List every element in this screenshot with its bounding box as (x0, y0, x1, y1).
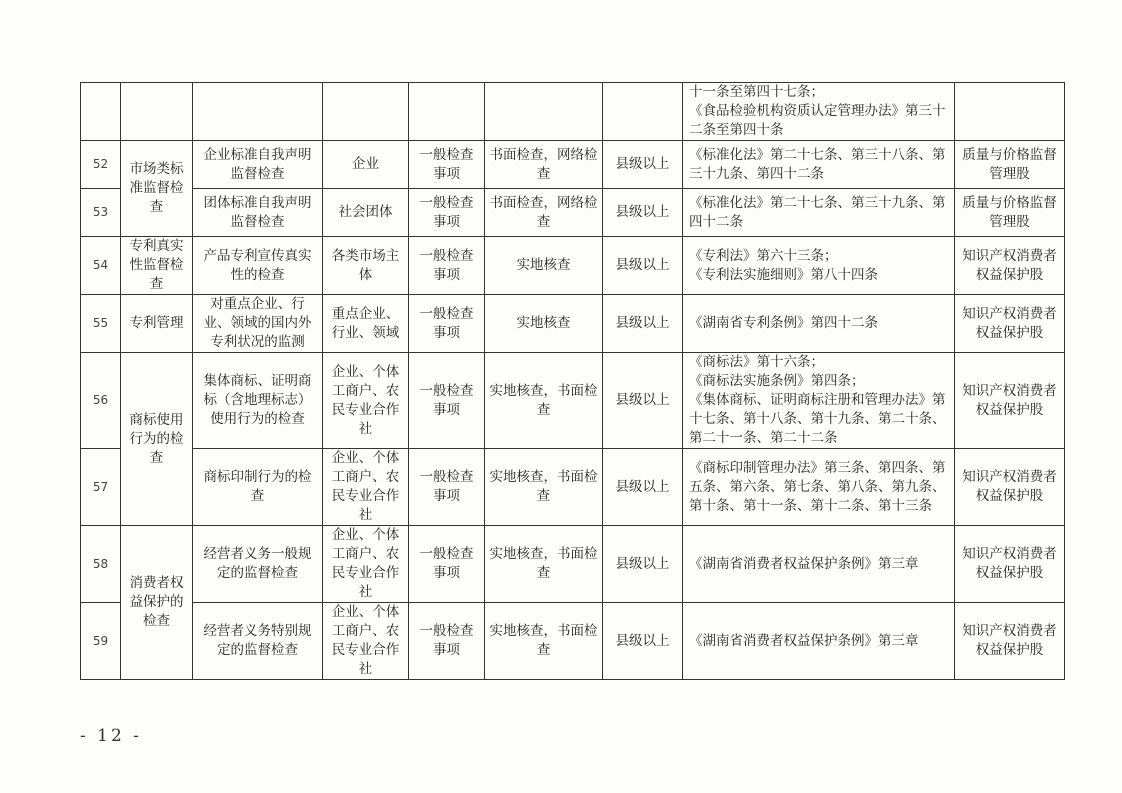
table-row (81, 237, 1065, 295)
basis-cell: 《商标印制管理办法》第三条、第四条、第五条、第六条、第七条、第八条、第九条、第十条、第十一条、第十二条、第十三条 (683, 449, 955, 526)
basis-cell: 《湖南省专利条例》第四十二条 (683, 295, 955, 353)
dept-cell: 知识产权消费者权益保护股 (955, 353, 1065, 449)
basis-cell: 十一条至第四十七条； 《食品检验机构资质认定管理办法》第三十二条至第四十条 (683, 83, 955, 141)
level-cell: 县级以上 (603, 237, 683, 295)
document-page (80, 82, 1064, 680)
page-number: - 12 - (80, 726, 142, 746)
method-cell: 实地核查，书面检查 (485, 526, 603, 603)
table-row (81, 189, 1065, 237)
inspection-items-table (80, 82, 1065, 680)
method-cell: 书面检查，网络检查 (485, 189, 603, 237)
object-cell: 各类市场主体 (323, 237, 409, 295)
level-cell: 县级以上 (603, 449, 683, 526)
level-cell: 县级以上 (603, 189, 683, 237)
method-cell: 实地核查 (485, 237, 603, 295)
dept-cell: 质量与价格监督管理股 (955, 141, 1065, 189)
row-number: 58 (81, 526, 121, 603)
level-cell: 县级以上 (603, 141, 683, 189)
method-cell: 书面检查，网络检查 (485, 141, 603, 189)
method-cell: 实地核查，书面检查 (485, 603, 603, 680)
type-cell: 一般检查事项 (409, 141, 485, 189)
item-cell: 经营者义务一般规定的监督检查 (193, 526, 323, 603)
basis-cell: 《湖南省消费者权益保护条例》第三章 (683, 526, 955, 603)
category-cell: 市场类标准监督检查 (121, 141, 193, 237)
row-number: 59 (81, 603, 121, 680)
item-cell: 商标印制行为的检查 (193, 449, 323, 526)
row-number: 52 (81, 141, 121, 189)
item-cell: 企业标准自我声明监督检查 (193, 141, 323, 189)
table-row-carryover (81, 83, 1065, 141)
row-number: 57 (81, 449, 121, 526)
type-cell: 一般检查事项 (409, 526, 485, 603)
row-number: 53 (81, 189, 121, 237)
table-row (81, 603, 1065, 680)
item-cell: 集体商标、证明商标（含地理标志）使用行为的检查 (193, 353, 323, 449)
basis-cell: 《标准化法》第二十七条、第三十九条、第四十二条 (683, 189, 955, 237)
object-cell: 企业、个体工商户、农民专业合作社 (323, 526, 409, 603)
table-row (81, 295, 1065, 353)
dept-cell: 知识产权消费者权益保护股 (955, 237, 1065, 295)
table-row (81, 449, 1065, 526)
dept-cell: 知识产权消费者权益保护股 (955, 449, 1065, 526)
object-cell: 企业、个体工商户、农民专业合作社 (323, 449, 409, 526)
method-cell: 实地核查，书面检查 (485, 449, 603, 526)
type-cell: 一般检查事项 (409, 353, 485, 449)
dept-cell: 知识产权消费者权益保护股 (955, 526, 1065, 603)
item-cell: 经营者义务特别规定的监督检查 (193, 603, 323, 680)
method-cell: 实地核查 (485, 295, 603, 353)
item-cell: 对重点企业、行业、领域的国内外专利状况的监测 (193, 295, 323, 353)
row-number: 56 (81, 353, 121, 449)
type-cell: 一般检查事项 (409, 189, 485, 237)
type-cell: 一般检查事项 (409, 237, 485, 295)
basis-cell: 《标准化法》第二十七条、第三十八条、第三十九条、第四十二条 (683, 141, 955, 189)
dept-cell: 知识产权消费者权益保护股 (955, 295, 1065, 353)
dept-cell: 质量与价格监督管理股 (955, 189, 1065, 237)
item-cell: 产品专利宣传真实性的检查 (193, 237, 323, 295)
row-number: 55 (81, 295, 121, 353)
object-cell: 企业、个体工商户、农民专业合作社 (323, 603, 409, 680)
level-cell: 县级以上 (603, 353, 683, 449)
basis-cell: 《专利法》第六十三条； 《专利法实施细则》第八十四条 (683, 237, 955, 295)
basis-cell: 《湖南省消费者权益保护条例》第三章 (683, 603, 955, 680)
row-number: 54 (81, 237, 121, 295)
object-cell: 企业 (323, 141, 409, 189)
dept-cell: 知识产权消费者权益保护股 (955, 603, 1065, 680)
table-row (81, 141, 1065, 189)
level-cell: 县级以上 (603, 603, 683, 680)
table-row (81, 353, 1065, 449)
table-row (81, 526, 1065, 603)
type-cell: 一般检查事项 (409, 603, 485, 680)
category-cell: 商标使用行为的检查 (121, 353, 193, 526)
object-cell: 社会团体 (323, 189, 409, 237)
type-cell: 一般检查事项 (409, 295, 485, 353)
item-cell: 团体标准自我声明监督检查 (193, 189, 323, 237)
level-cell: 县级以上 (603, 526, 683, 603)
category-cell: 专利真实性监督检查 (121, 237, 193, 295)
object-cell: 企业、个体工商户、农民专业合作社 (323, 353, 409, 449)
object-cell: 重点企业、行业、领域 (323, 295, 409, 353)
type-cell: 一般检查事项 (409, 449, 485, 526)
basis-cell: 《商标法》第十六条； 《商标法实施条例》第四条； 《集体商标、证明商标注册和管理办法》第十七条、第十八条、第十九条、第二十条、第二十一条、第二十二条 (683, 353, 955, 449)
level-cell: 县级以上 (603, 295, 683, 353)
category-cell: 专利管理 (121, 295, 193, 353)
category-cell: 消费者权益保护的检查 (121, 526, 193, 680)
method-cell: 实地核查，书面检查 (485, 353, 603, 449)
